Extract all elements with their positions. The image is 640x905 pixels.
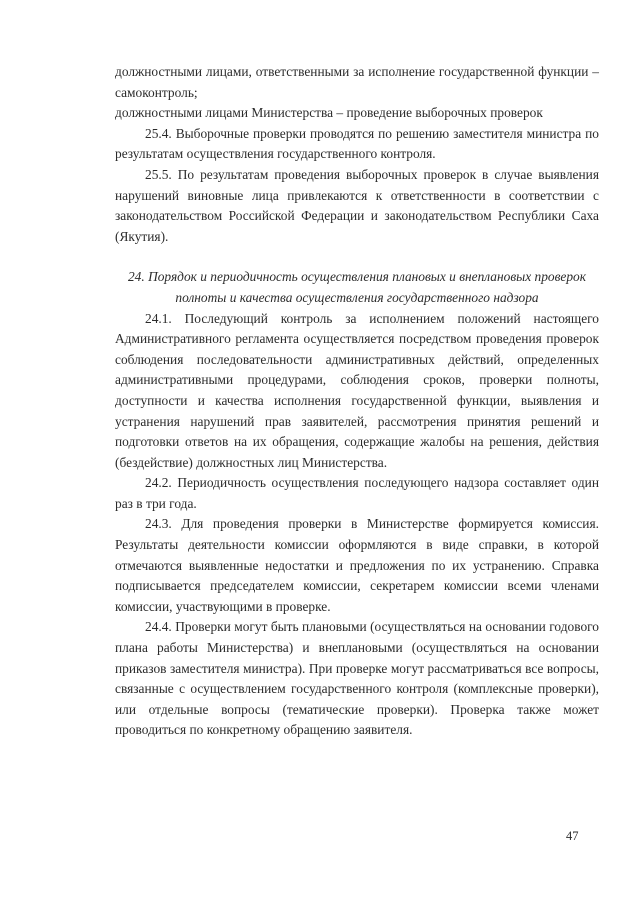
document-body <box>115 62 599 741</box>
paragraph-25-5: 25.5. По результатам проведения выборочных проверок в случае выявления нарушений виновные лица привлекаются к ответственности в соответствии с законодательством Российской Федерации и законодательством Республики Саха (Якутия). <box>115 166 599 244</box>
page-number: 47 <box>566 829 579 843</box>
paragraph-25-4: 25.4. Выборочные проверки проводятся по решению заместителя министра по результатам осуществления государственного контроля. <box>115 125 599 162</box>
paragraph-24-4: 24.4. Проверки могут быть плановыми (осуществляться на основании годового плана работы Министерства) и внеплановыми (осуществляться на основании приказов заместителя министра). При проверке могут рассматриваться все вопросы, связанные с осуществлением государственного контроля (комплексные проверки), или отдельные вопросы (тематические проверки). Проверка также может проводиться по конкретному обращению заявителя. <box>115 619 599 738</box>
paragraph-24-2: 24.2. Периодичность осуществления последующего надзора составляет один раз в три года. <box>115 475 599 511</box>
paragraph-24-3: 24.3. Для проведения проверки в Министерстве формируется комиссия. Результаты деятельности комиссии оформляются в виде справки, в которой отмечаются выявленные недостатки и предложения по их устранению. Справка подписывается председателем комиссии, секретарем комиссии всеми членами комиссии, участвующими в проверке. <box>115 516 599 614</box>
paragraph-self-control: должностными лицами, ответственными за исполнение государственной функции – самоконтроль; <box>115 64 599 100</box>
section-heading: 24. Порядок и периодичность осуществления плановых и внеплановых проверок полноты и качества осуществления государственного надзора <box>127 269 586 305</box>
paragraph-24-1: 24.1. Последующий контроль за исполнением положений настоящего Административного регламента осуществляется посредством проведения проверок соблюдения последовательности административных действий, определенных административными процедурами, соблюдения сроков, проверки полноты, доступности и качества исполнения государственной функции, выявления и устранения нарушений прав заявителей, рассмотрения принятия решений и подготовки ответов на их обращения, содержащие жалобы на решения, действия (бездействие) должностных лиц Министерства. <box>115 310 599 470</box>
paragraph-selective-checks: должностными лицами Министерства – проведение выборочных проверок <box>115 105 543 121</box>
